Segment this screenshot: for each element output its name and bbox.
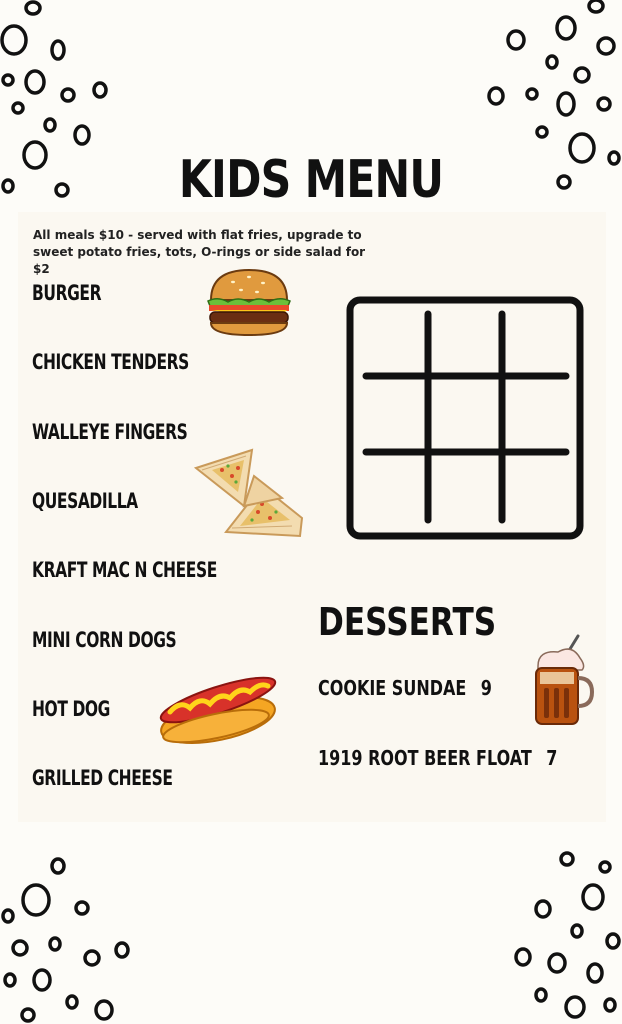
dessert-price: 7: [546, 746, 558, 770]
menu-item-quesadilla: QUESADILLA: [32, 489, 138, 513]
root-beer-float-icon: [528, 632, 596, 730]
dots-bottom-left-decoration: [0, 850, 140, 1024]
dessert-root-beer-float: [318, 746, 557, 770]
menu-item-hot-dog: HOT DOG: [32, 697, 110, 721]
menu-intro-text: All meals $10 - served with flat fries, upgrade to sweet potato fries, tots, O-rings or side salad for $2: [33, 228, 366, 276]
menu-item-mini-corn-dogs: MINI CORN DOGS: [32, 628, 177, 652]
menu-item-chicken-tenders: CHICKEN TENDERS: [32, 350, 189, 374]
tic-tac-toe-grid: [344, 294, 586, 542]
menu-item-walleye-fingers: WALLEYE FINGERS: [32, 420, 188, 444]
dots-bottom-right-decoration: [495, 845, 622, 1024]
burger-icon: [203, 266, 295, 338]
dessert-price: 9: [480, 676, 492, 700]
menu-item-kraft-mac-n-cheese: KRAFT MAC N CHEESE: [32, 558, 217, 582]
dessert-cookie-sundae: [318, 676, 492, 700]
menu-item-burger: BURGER: [32, 281, 102, 305]
quesadilla-icon: [192, 446, 310, 540]
dessert-label: COOKIE SUNDAE: [318, 676, 467, 700]
menu-title: KIDS MENU: [178, 150, 444, 210]
dessert-label: 1919 ROOT BEER FLOAT: [318, 746, 532, 770]
menu-item-grilled-cheese: GRILLED CHEESE: [32, 766, 173, 790]
desserts-heading: DESSERTS: [318, 600, 497, 644]
hot-dog-icon: [156, 660, 280, 746]
